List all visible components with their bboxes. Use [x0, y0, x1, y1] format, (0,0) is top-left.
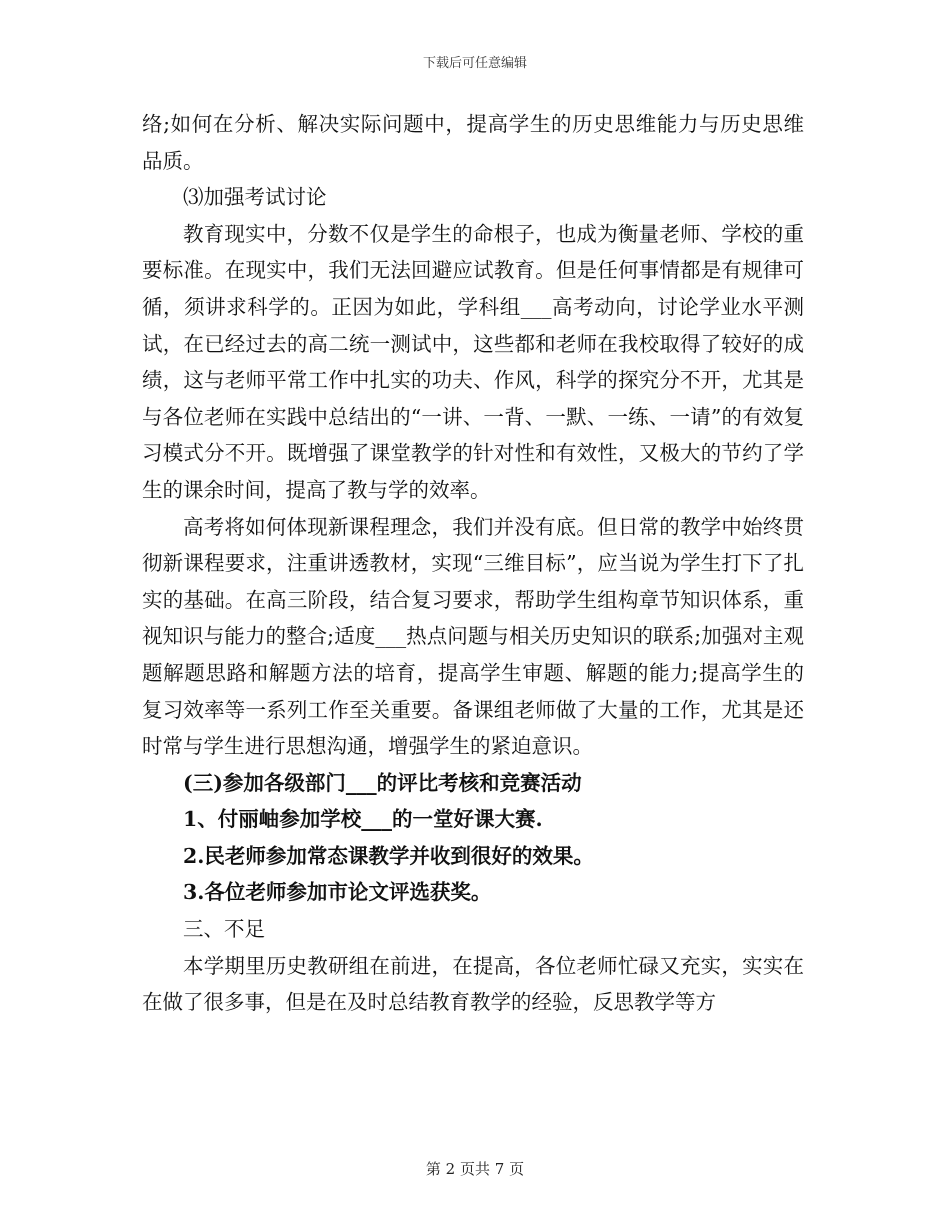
document-body	[142, 106, 804, 1021]
list-item-3: 3.各位老师参加市论文评选获奖。	[183, 880, 492, 905]
paragraph-exam-reality: 教育现实中，分数不仅是学生的命根子，也成为衡量老师、学校的重要标准。在现实中，我们无法回避应试教育。但是任何事情都是有规律可循，须讲求科学的。正因为如此，学科组___高考动向，讨论学业水平测试，在已经过去的高二统一测试中，这些都和老师在我校取得了较好的成绩，这与老师平常工作中扎实的功夫、作风，科学的探究分不开，尤其是与各位老师在实践中总结出的“一讲、一背、一默、一练、一请”的有效复习模式分不开。既增强了课堂教学的针对性和有效性，又极大的节约了学生的课余时间，提高了教与学的效率。	[142, 221, 804, 502]
paragraph-new-curriculum: 高考将如何体现新课程理念，我们并没有底。但日常的教学中始终贯彻新课程要求，注重讲透教材，实现“三维目标”，应当说为学生打下了扎实的基础。在高三阶段，结合复习要求，帮助学生组构章节知识体系，重视知识与能力的整合;适度___热点问题与相关历史知识的联系;加强对主观题解题思路和解题方法的培育，提高学生审题、解题的能力;提高学生的复习效率等一系列工作至关重要。备课组老师做了大量的工作，尤其是还时常与学生进行思想沟通，增强学生的紧迫意识。	[142, 514, 804, 759]
paragraph-continuation: 络;如何在分析、解决实际问题中，提高学生的历史思维能力与历史思维品质。	[142, 112, 804, 173]
subheading-exam-discussion: ⑶加强考试讨论	[183, 185, 327, 210]
list-item-1: 1、付丽岫参加学校___的一堂好课大赛.	[183, 807, 543, 832]
section-heading-competitions: (三)参加各级部门___的评比考核和竞赛活动	[183, 770, 582, 795]
page-header: 下载后可任意编辑	[422, 56, 527, 71]
list-item-2: 2.民老师参加常态课教学并收到很好的效果。	[183, 843, 594, 868]
paragraph-shortcomings: 本学期里历史教研组在前进，在提高，各位老师忙碌又充实，实实在在做了很多事，但是在及时总结教育教学的经验，反思教学等方	[142, 953, 804, 1015]
page-footer: 第 2 页共 7 页	[425, 1160, 525, 1178]
section-heading-shortcomings: 三、不足	[183, 917, 265, 942]
